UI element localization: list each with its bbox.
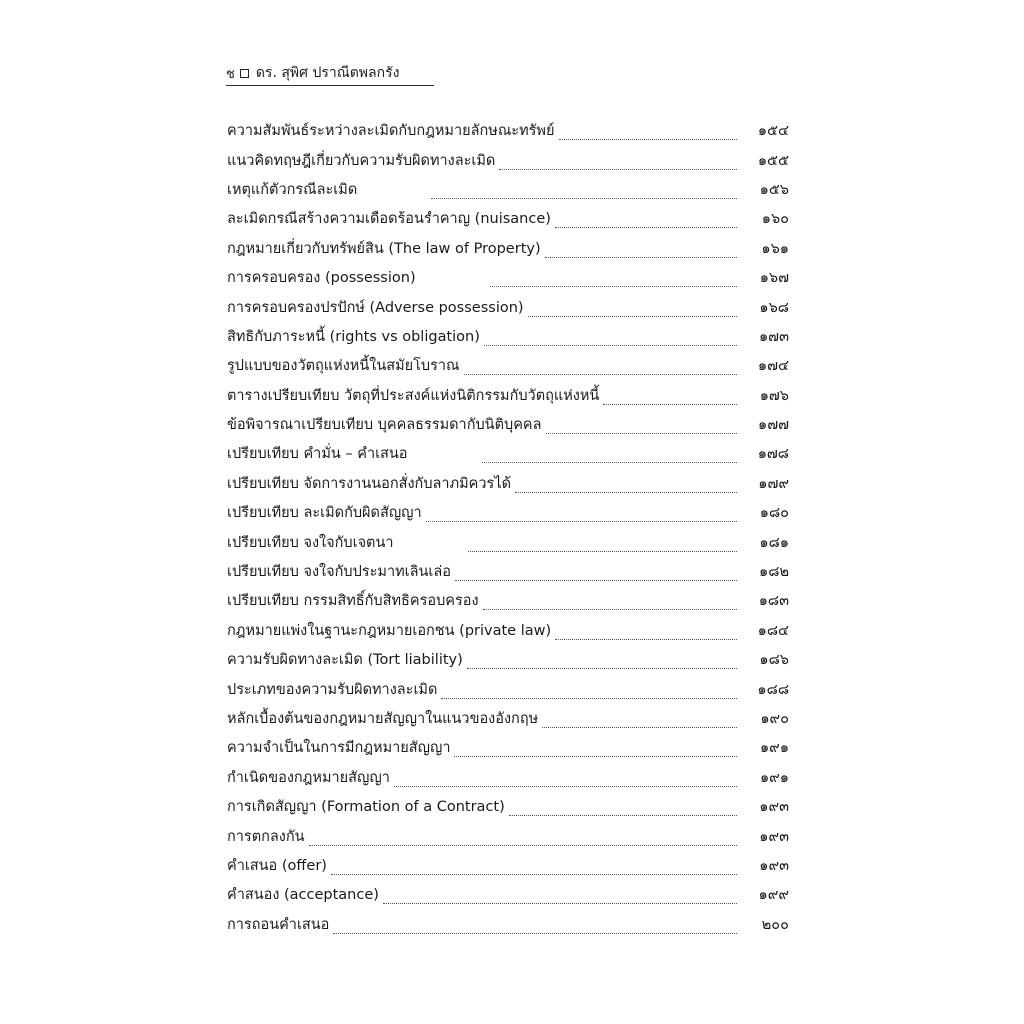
- toc-entry-title: ความจำเป็นในการมีกฎหมายสัญญา: [227, 740, 451, 757]
- toc-entry: [227, 469, 789, 498]
- toc-entry-title: เปรียบเทียบ คำมั่น – คำเสนอ: [227, 446, 408, 463]
- toc-entry: [227, 498, 789, 527]
- toc-entry-page: ๑๗๓: [758, 328, 789, 345]
- toc-entry-page: ๑๗๗: [757, 417, 789, 434]
- toc-entry: [227, 821, 789, 850]
- toc-entry-title: ข้อพิจารณาเปรียบเทียบ บุคคลธรรมดากับนิติบุคคล: [227, 417, 542, 434]
- toc-entry-page: ๑๘๖: [759, 652, 789, 669]
- dot-leader: [482, 448, 737, 463]
- toc-entry-page: ๑๙๓: [759, 828, 789, 845]
- dot-leader: [309, 831, 737, 846]
- toc-entry-page: ๑๖๘: [759, 299, 789, 316]
- dot-leader: [528, 302, 737, 317]
- toc-entry: [227, 645, 789, 674]
- toc-entry-page: ๑๘๘: [757, 681, 789, 698]
- dot-leader: [555, 625, 737, 640]
- header-rule: [226, 85, 434, 86]
- dot-leader: [333, 919, 737, 934]
- toc-entry-page: ๑๙๑: [759, 769, 789, 786]
- toc-entry-page: ๑๕๔: [757, 123, 789, 140]
- toc-entry-page: ๑๗๔: [757, 358, 789, 375]
- dot-leader: [426, 507, 737, 522]
- toc-entry: [227, 616, 789, 645]
- toc-entry-title: ละเมิดกรณีสร้างความเดือดร้อนรำคาญ (nuisance): [227, 211, 551, 228]
- toc-entry-title: เปรียบเทียบ กรรมสิทธิ์กับสิทธิครอบครอง: [227, 593, 479, 610]
- toc-entry-title: การตกลงกัน: [227, 828, 305, 845]
- toc-entry-title: การเกิดสัญญา (Formation of a Contract): [227, 799, 505, 816]
- dot-leader: [559, 125, 738, 140]
- dot-leader: [542, 713, 737, 728]
- toc-entry: [227, 851, 789, 880]
- toc-entry-title: เปรียบเทียบ จัดการงานนอกสั่งกับลาภมิควรได้: [227, 475, 512, 492]
- dot-leader: [499, 155, 737, 170]
- toc-entry-title: การถอนคำเสนอ: [227, 916, 330, 933]
- toc-entry-title: สิทธิกับภาระหนี้ (rights vs obligation): [227, 328, 480, 345]
- toc-entry-page: ๑๖๑: [761, 240, 789, 257]
- toc-entry: [227, 292, 789, 321]
- toc-entry: [227, 204, 789, 233]
- dot-leader: [603, 390, 737, 405]
- toc-entry: [227, 880, 789, 909]
- dot-leader: [431, 184, 737, 199]
- toc-entry-page: ๑๖๗: [759, 270, 789, 287]
- toc-entry: [227, 410, 789, 439]
- toc-entry-page: ๑๘๓: [758, 593, 789, 610]
- toc-entry-page: ๑๙๑: [759, 740, 789, 757]
- author-name: ดร. สุพิศ ปราณีตพลกรัง: [255, 65, 400, 81]
- toc-entry-page: ๑๘๒: [759, 564, 789, 581]
- dot-leader: [490, 272, 737, 287]
- toc-entry: [227, 527, 789, 556]
- square-bullet-icon: [240, 69, 249, 78]
- dot-leader: [464, 360, 737, 375]
- toc-entry-title: ประเภทของความรับผิดทางละเมิด: [227, 681, 438, 698]
- toc-entry-title: คำสนอง (acceptance): [227, 887, 379, 904]
- toc-entry-page: ๑๗๙: [758, 475, 789, 492]
- toc-entry-page: ๑๘๔: [757, 622, 789, 639]
- dot-leader: [441, 684, 737, 699]
- toc-entry: [227, 733, 789, 762]
- toc-entry-title: เปรียบเทียบ ละเมิดกับผิดสัญญา: [227, 505, 422, 522]
- toc-entry: [227, 763, 789, 792]
- toc-entry-title: เหตุแก้ตัวกรณีละเมิด: [227, 181, 358, 198]
- toc-entry: [227, 263, 789, 292]
- dot-leader: [515, 478, 737, 493]
- toc-entry-title: เปรียบเทียบ จงใจกับเจตนา: [227, 534, 394, 551]
- toc-entry-title: ความรับผิดทางละเมิด (Tort liability): [227, 652, 463, 669]
- dot-leader: [383, 889, 737, 904]
- toc-entry-title: แนวคิดทฤษฎีเกี่ยวกับความรับผิดทางละเมิด: [227, 152, 496, 169]
- toc-entry: [227, 116, 789, 145]
- toc-entry-page: ๑๗๖: [759, 387, 789, 404]
- toc-entry-page: ๑๙๓: [759, 857, 789, 874]
- toc-entry-page: ๒๐๐: [761, 916, 789, 933]
- toc-entry: [227, 674, 789, 703]
- toc-entry-title: คำเสนอ (offer): [227, 857, 327, 874]
- toc-entry-title: เปรียบเทียบ จงใจกับประมาทเลินเล่อ: [227, 564, 451, 581]
- toc-entry: [227, 175, 789, 204]
- toc-entry-page: ๑๙๙: [758, 887, 789, 904]
- dot-leader: [484, 331, 737, 346]
- dot-leader: [483, 595, 737, 610]
- toc-entry-page: ๑๙๐: [760, 711, 789, 727]
- running-head: [226, 62, 399, 84]
- dot-leader: [455, 566, 737, 581]
- dot-leader: [546, 419, 737, 434]
- toc-entry-title: ความสัมพันธ์ระหว่างละเมิดกับกฎหมายลักษณะทรัพย์: [227, 123, 555, 140]
- dot-leader: [331, 860, 737, 875]
- toc-entry-page: ๑๘๐: [759, 505, 789, 522]
- page-number-letter: ช: [226, 66, 235, 82]
- toc-entry: [227, 704, 789, 733]
- dot-leader: [454, 742, 737, 757]
- dot-leader: [545, 243, 737, 258]
- toc-entry-title: หลักเบื้องต้นของกฎหมายสัญญาในแนวของอังกฤษ: [227, 711, 539, 727]
- toc-entry: [227, 381, 789, 410]
- toc-entry-page: ๑๙๓: [759, 799, 789, 816]
- toc-entry-title: ตารางเปรียบเทียบ วัตถุที่ประสงค์แห่งนิติกรรมกับวัตถุแห่งหนี้: [227, 387, 600, 404]
- toc-entry: [227, 586, 789, 615]
- toc-entry: [227, 439, 789, 468]
- toc-entry: [227, 910, 789, 939]
- dot-leader: [468, 537, 737, 552]
- table-of-contents: [227, 116, 789, 939]
- dot-leader: [467, 654, 737, 669]
- toc-entry: [227, 234, 789, 263]
- toc-entry: [227, 351, 789, 380]
- toc-entry: [227, 557, 789, 586]
- toc-entry-title: กำเนิดของกฎหมายสัญญา: [227, 769, 390, 786]
- toc-entry-page: ๑๘๑: [759, 534, 789, 551]
- toc-entry-title: กฎหมายเกี่ยวกับทรัพย์สิน (The law of Property): [227, 240, 541, 257]
- toc-entry-title: การครอบครองปรปักษ์ (Adverse possession): [227, 299, 524, 316]
- toc-entry: [227, 322, 789, 351]
- dot-leader: [509, 801, 737, 816]
- toc-entry-page: ๑๕๖: [759, 181, 789, 198]
- dot-leader: [555, 213, 737, 228]
- dot-leader: [394, 772, 737, 787]
- toc-entry-title: รูปแบบของวัตถุแห่งหนี้ในสมัยโบราณ: [227, 358, 460, 375]
- toc-entry-page: ๑๗๘: [757, 446, 789, 463]
- toc-entry: [227, 145, 789, 174]
- toc-entry-page: ๑๖๐: [761, 211, 789, 228]
- toc-entry-title: กฎหมายแพ่งในฐานะกฎหมายเอกชน (private law): [227, 622, 552, 639]
- toc-entry: [227, 792, 789, 821]
- toc-entry-title: การครอบครอง (possession): [227, 270, 416, 287]
- toc-entry-page: ๑๕๕: [757, 152, 789, 169]
